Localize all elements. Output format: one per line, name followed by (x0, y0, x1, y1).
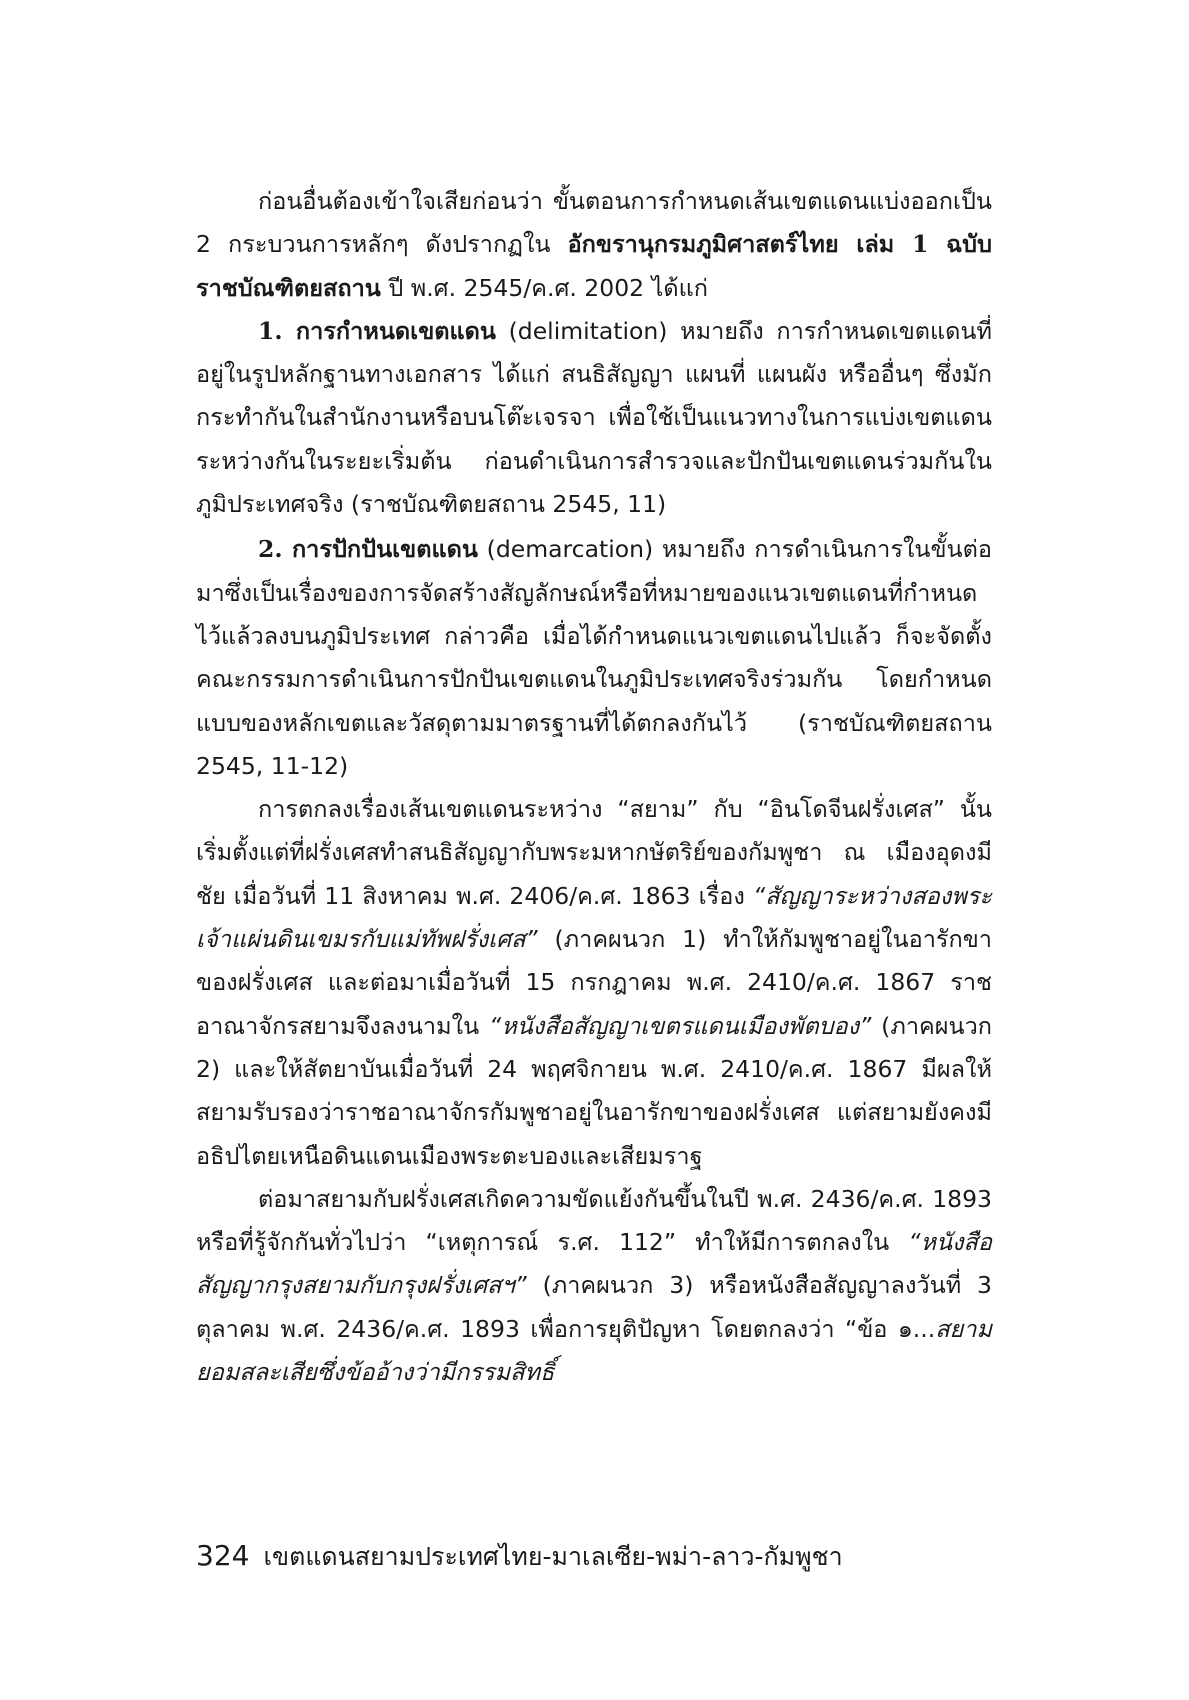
text-run: ก่อนอื่นต้องเข้าใจเสียก่อนว่า ขั้นตอนการกำหนดเส้นเขตแดนแบ่งออกเป็น 2 กระบวนการหลักๆ ดังปรากฏใน (196, 187, 992, 259)
text-run: (demarcation) หมายถึง การดำเนินการในขั้นต่อมาซึ่งเป็นเรื่องของการจัดสร้างสัญลักษณ์หรือที่หมายของแนวเขตแดนที่กำหนดไว้แล้วลงบนภูมิประเทศ กล่าวคือ เมื่อได้กำหนดแนวเขตแดนไปแล้ว ก็จะจัดตั้งคณะกรรมการดำเนินการปักปันเขตแดนในภูมิประเทศจริงร่วมกัน โดยกำหนดแบบของหลักเขตและวัสดุตามมาตรฐานที่ได้ตกลงกันไว้ (ราชบัณฑิตยสถาน 2545, 11-12) (196, 535, 992, 780)
page-body (196, 180, 992, 1394)
term-delimitation: 1. การกำหนดเขตแดน (258, 316, 496, 345)
term-demarcation: 2. การปักปันเขตแดน (258, 535, 478, 564)
text-run: ต่อมาสยามกับฝรั่งเศสเกิดความขัดแย้งกันขึ้นในปี พ.ศ. 2436/ค.ศ. 1893 หรือที่รู้จักกันทั่วไปว่า “เหตุการณ์ ร.ศ. 112” ทำให้มีการตกลงใน (196, 1184, 992, 1257)
text-run: (ภาคผนวก 1) ทำให้กัมพูชาอยู่ในอารักขาของฝรั่งเศส และต่อมาเมื่อวันที่ 15 กรกฎาคม พ.ศ. 2410/ค.ศ. 1867 ราชอาณาจักรสยามจึงลงนามใน (196, 925, 992, 1040)
treaty-quote: สยามยอมสละเสียซึ่งข้ออ้างว่ามีกรรมสิทธิ์ (196, 1314, 992, 1387)
text-run: (ภาคผนวก 3) หรือหนังสือสัญญาลงวันที่ 3 ตุลาคม พ.ศ. 2436/ค.ศ. 1893 เพื่อการยุติปัญหา โดยตกลงว่า “ข้อ ๑... (196, 1271, 992, 1343)
book-reference: อักขรานุกรมภูมิศาสตร์ไทย เล่ม 1 ฉบับราชบัณฑิตยสถาน (196, 230, 992, 302)
text-run: (delimitation) หมายถึง การกำหนดเขตแดนที่อยู่ในรูปหลักฐานทางเอกสาร ได้แก่ สนธิสัญญา แผนที่ แผนผัง หรืออื่นๆ ซึ่งมักกระทำกันในสำนักงานหรือบนโต๊ะเจรจา เพื่อใช้เป็นแนวทางในการแบ่งเขตแดนระหว่างกันในระยะเริ่มต้น ก่อนดำเนินการสำรวจและปักปันเขตแดนร่วมกันในภูมิประเทศจริง (ราชบัณฑิตยสถาน 2545, 11) (196, 316, 992, 519)
paragraph-intro (196, 180, 992, 310)
page-footer (196, 1536, 992, 1577)
paragraph-delimitation (196, 310, 992, 526)
treaty-title-1893: “หนังสือสัญญากรุงสยามกับกรุงฝรั่งเศสฯ” (196, 1228, 992, 1300)
treaty-title-khmer: “สัญญาระหว่างสองพระเจ้าแผ่นดินเขมรกับแม่ทัพฝรั่งเศส” (196, 881, 992, 954)
running-title: เขตแดนสยามประเทศไทย-มาเลเซีย-พม่า-ลาว-กัมพูชา (263, 1542, 843, 1571)
text-run: ปี พ.ศ. 2545/ค.ศ. 2002 ได้แก่ (380, 273, 709, 302)
text-run: การตกลงเรื่องเส้นเขตแดนระหว่าง “สยาม” กับ “อินโดจีนฝรั่งเศส” นั้น เริ่มตั้งแต่ที่ฝรั่งเศสทำสนธิสัญญากับพระมหากษัตริย์ของกัมพูชา ณ เมืองอุดงมีชัย เมื่อวันที่ 11 สิงหาคม พ.ศ. 2406/ค.ศ. 1863 เรื่อง (196, 795, 992, 910)
paragraph-demarcation (196, 528, 992, 788)
paragraph-siam-indochina (196, 788, 992, 1178)
paragraph-rs112 (196, 1178, 992, 1394)
page-number: 324 (196, 1539, 250, 1572)
treaty-title-battambang: “หนังสือสัญญาเขตรแดนเมืองพัตบอง” (489, 1011, 872, 1040)
text-run: (ภาคผนวก 2) และให้สัตยาบันเมื่อวันที่ 24 พฤศจิกายน พ.ศ. 2410/ค.ศ. 1867 มีผลให้สยามรับรองว่าราชอาณาจักรกัมพูชาอยู่ในอารักขาของฝรั่งเศส แต่สยามยังคงมีอธิปไตยเหนือดินแดนเมืองพระตะบองและเสียมราฐ (196, 1011, 992, 1170)
